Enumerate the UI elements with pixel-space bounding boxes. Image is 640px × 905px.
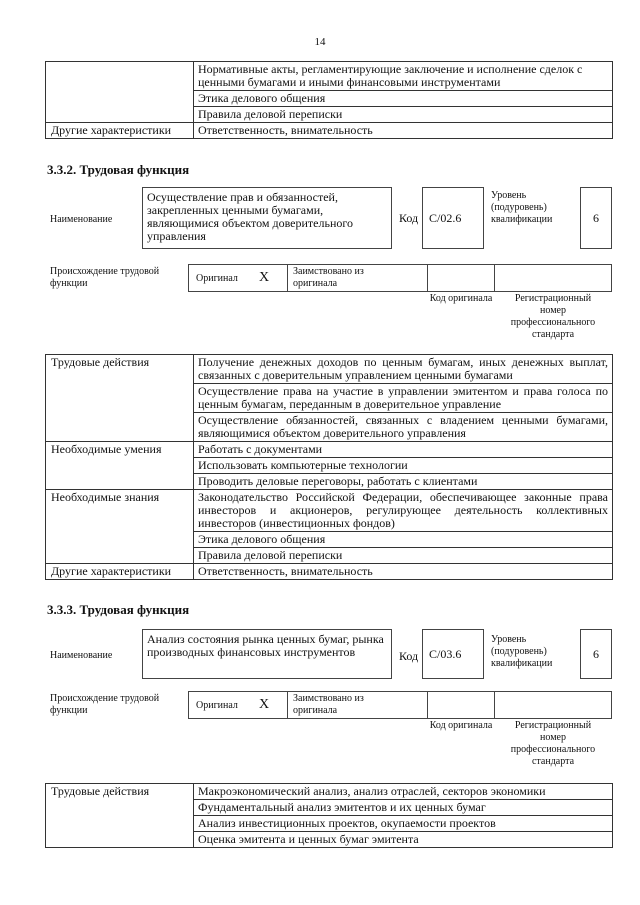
table-cell: Осуществление права на участие в управлении эмитентом и права голоса по ценным бумагам, переданным в доверительное управление	[194, 384, 613, 413]
section-heading: 3.3.2. Трудовая функция	[47, 162, 190, 177]
row-label: Трудовые действия	[46, 355, 194, 442]
table-cell: Работать с документами	[194, 442, 613, 458]
original-mark: X	[259, 270, 270, 285]
table-cell: Ответственность, внимательность	[194, 123, 613, 139]
code-box	[422, 187, 484, 249]
divider	[287, 691, 288, 719]
name-label: Наименование	[50, 650, 113, 661]
code-value: C/03.6	[429, 647, 462, 661]
function-name-box	[142, 187, 392, 249]
functions-table	[45, 354, 613, 580]
original-label: Оригинал	[196, 700, 238, 711]
origin-label: Происхождение трудовой функции	[50, 693, 160, 716]
table-cell: Законодательство Российской Федерации, обеспечивающее законные права инвесторов и акционеров, регулирующее деятельность коллективных инвесторов (инвестиционных фондов)	[194, 490, 613, 532]
function-name: Анализ состояния рынка ценных бумаг, рынка производных финансовых инструментов	[147, 632, 384, 659]
table-cell: Этика делового общения	[194, 91, 613, 107]
table-cell: Осуществление обязанностей, связанных с владением ценными бумагами, являющимися объектом доверительного управления	[194, 413, 613, 442]
code-value: C/02.6	[429, 211, 462, 225]
borrowed-label: Заимствовано из оригинала	[293, 693, 364, 716]
table-cell-empty	[46, 62, 194, 123]
table-cell: Проводить деловые переговоры, работать с клиентами	[194, 474, 613, 490]
divider	[494, 691, 495, 719]
level-value: 6	[593, 647, 599, 661]
original-mark: X	[259, 697, 270, 712]
code-label: Код	[399, 649, 419, 663]
function-name: Осуществление прав и обязанностей, закрепленных ценными бумагами, являющимися объектом доверительного управления	[147, 190, 354, 243]
table-cell: Использовать компьютерные технологии	[194, 458, 613, 474]
divider	[287, 264, 288, 292]
level-box	[580, 629, 612, 679]
table-cell: Нормативные акты, регламентирующие заключение и исполнение сделок с ценными бумагами и иными финансовыми инструментами	[194, 62, 613, 91]
table-cell: Макроэкономический анализ, анализ отраслей, секторов экономики	[194, 784, 613, 800]
code-of-original: Код оригинала	[429, 720, 493, 731]
level-value: 6	[593, 211, 599, 225]
divider	[427, 264, 428, 292]
divider	[494, 264, 495, 292]
table-cell: Правила деловой переписки	[194, 107, 613, 123]
table-cell: Правила деловой переписки	[194, 548, 613, 564]
functions-table	[45, 783, 613, 848]
level-label: Уровень (подуровень) квалификации	[491, 634, 553, 669]
table-cell: Фундаментальный анализ эмитентов и их ценных бумаг	[194, 800, 613, 816]
row-label: Другие характеристики	[46, 564, 194, 580]
page-number: 14	[314, 36, 326, 48]
function-name-box	[142, 629, 392, 679]
section-heading: 3.3.3. Трудовая функция	[47, 602, 190, 617]
divider	[427, 691, 428, 719]
row-label: Другие характеристики	[46, 123, 194, 139]
code-box	[422, 629, 484, 679]
code-of-original: Код оригинала	[429, 293, 493, 304]
table-cell: Получение денежных доходов по ценным бумагам, иных денежных выплат, связанных с доверительным управлением ценными бумагами	[194, 355, 613, 384]
reg-number: Регистрационный номер профессионального стандарта	[510, 720, 596, 767]
reg-number: Регистрационный номер профессионального стандарта	[510, 293, 596, 340]
name-label: Наименование	[50, 214, 113, 225]
borrowed-label: Заимствовано из оригинала	[293, 266, 364, 289]
top-table	[45, 61, 613, 139]
level-box	[580, 187, 612, 249]
origin-label: Происхождение трудовой функции	[50, 266, 160, 289]
code-label: Код	[399, 211, 419, 225]
table-cell: Ответственность, внимательность	[194, 564, 613, 580]
row-label: Необходимые знания	[46, 490, 194, 564]
table-cell: Этика делового общения	[194, 532, 613, 548]
original-label: Оригинал	[196, 273, 238, 284]
table-cell: Оценка эмитента и ценных бумаг эмитента	[194, 832, 613, 848]
row-label: Трудовые действия	[46, 784, 194, 848]
table-cell: Анализ инвестиционных проектов, окупаемости проектов	[194, 816, 613, 832]
level-label: Уровень (подуровень) квалификации	[491, 190, 553, 225]
row-label: Необходимые умения	[46, 442, 194, 490]
